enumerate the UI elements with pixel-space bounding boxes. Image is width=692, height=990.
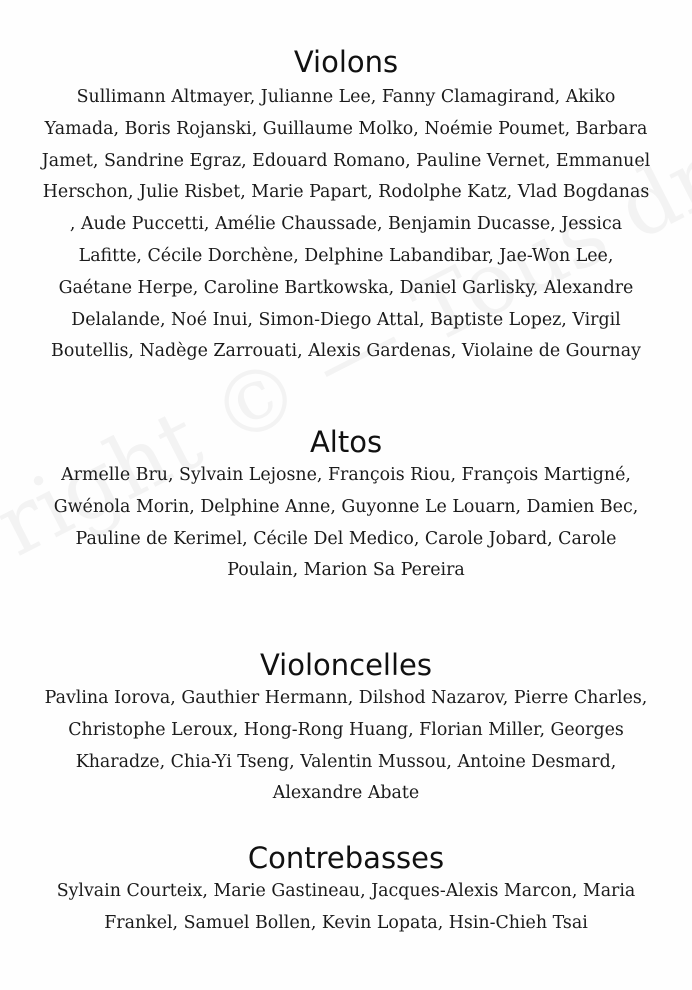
section-title-violons: Violons: [293, 45, 399, 79]
section-altos: [40, 424, 652, 587]
section-contrebasses: [40, 840, 652, 940]
names-list-altos: Armelle Bru, Sylvain Lejosne, François Riou, François Martigné, Gwénola Morin, Delphine Anne, Guyonne Le Louarn, Damien Bec, Pauline de Kerimel, Cécile Del Medico, Carole Jobard, Carole Poulain, Marion Sa Pereira: [53, 465, 639, 581]
section-violons: [40, 44, 652, 368]
names-list-violoncelles: Pavlina Iorova, Gauthier Hermann, Dilshod Nazarov, Pierre Charles, Christophe Leroux, Hong-Rong Huang, Florian Miller, Georges Kharadze, Chia-Yi Tseng, Valentin Mussou, Antoine Desmard, Alexandre Abate: [44, 688, 648, 804]
section-title-violoncelles: Violoncelles: [259, 648, 433, 682]
section-violoncelles: [40, 647, 652, 810]
section-title-contrebasses: Contrebasses: [247, 841, 445, 875]
names-list-contrebasses: Sylvain Courteix, Marie Gastineau, Jacques-Alexis Marcon, Maria Frankel, Samuel Bollen, Kevin Lopata, Hsin-Chieh Tsai: [56, 881, 636, 933]
names-list-violons: Sullimann Altmayer, Julianne Lee, Fanny Clamagirand, Akiko Yamada, Boris Rojanski, Guillaume Molko, Noémie Poumet, Barbara Jamet, Sandrine Egraz, Edouard Romano, Pauline Vernet, Emmanuel Herschon, Julie Risbet, Marie Papart, Rodolphe Katz, Vlad Bogdanas , Aude Puccetti, Amélie Chaussade, Benjamin Ducasse, Jessica Lafitte, Cécile Dorchène, Delphine Labandibar, Jae-Won Lee, Gaétane Herpe, Caroline Bartkowska, Daniel Garlisky, Alexandre Delalande, Noé Inui, Simon-Diego Attal, Baptiste Lopez, Virgil Boutellis, Nadège Zarrouati, Alexis Gardenas, Violaine de Gournay: [41, 87, 651, 362]
section-title-altos: Altos: [309, 425, 383, 459]
